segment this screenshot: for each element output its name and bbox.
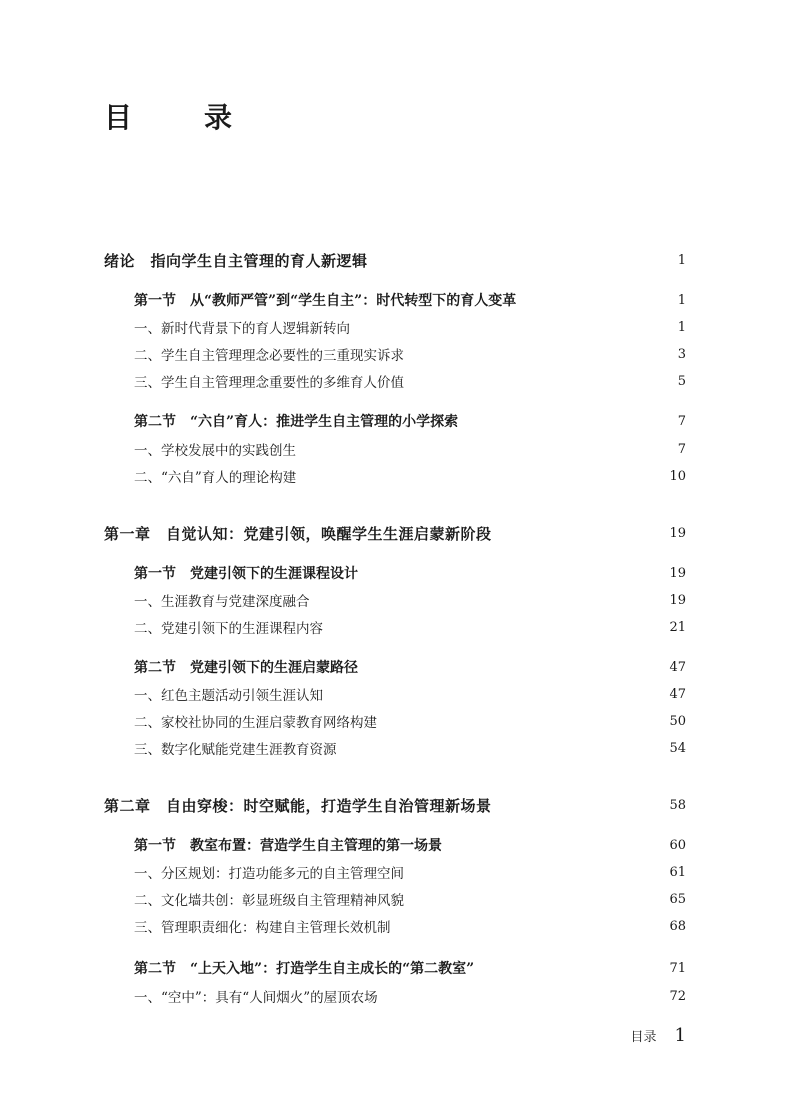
toc-entry-text: 一、红色主题活动引领生涯认知 [134, 688, 323, 704]
toc-page-number: 47 [669, 686, 686, 702]
toc-entry-text: 一、新时代背景下的育人逻辑新转向 [134, 321, 350, 337]
toc-item[interactable] [104, 315, 686, 339]
toc-page-number: 19 [669, 565, 686, 581]
toc-item[interactable] [104, 914, 686, 938]
toc-item[interactable] [104, 437, 686, 461]
toc-item[interactable] [104, 736, 686, 760]
toc-item[interactable] [104, 615, 686, 639]
toc-section[interactable] [104, 655, 686, 679]
toc-item[interactable] [104, 709, 686, 733]
toc-entry-text: 三、学生自主管理理念重要性的多维育人价值 [134, 375, 404, 391]
toc-entry-text: 第一节 从“教师严管”到“学生自主”：时代转型下的育人变革 [134, 293, 517, 309]
toc-entry-text: 一、“空中”：具有“人间烟火”的屋顶农场 [134, 990, 378, 1006]
toc-entry-text: 一、生涯教育与党建深度融合 [134, 594, 310, 610]
toc-page-number: 54 [669, 740, 686, 756]
toc-page-number: 10 [669, 468, 686, 484]
toc-page-number: 71 [669, 960, 686, 976]
toc-page-number: 21 [669, 619, 686, 635]
toc-page-number: 19 [669, 525, 686, 541]
toc-entry-text: 二、学生自主管理理念必要性的三重现实诉求 [134, 348, 404, 364]
toc-page-number: 1 [677, 292, 686, 308]
toc-entry-text: 第二节 “上天入地”：打造学生自主成长的“第二教室” [134, 961, 475, 977]
toc-item[interactable] [104, 682, 686, 706]
toc-entry-text: 三、数字化赋能党建生涯教育资源 [134, 742, 337, 758]
toc-section[interactable] [104, 409, 686, 433]
toc-page-number: 50 [669, 713, 686, 729]
toc-page-number: 7 [677, 413, 686, 429]
page-footer [600, 1022, 686, 1048]
toc-entry-text: 二、家校社协同的生涯启蒙教育网络构建 [134, 715, 377, 731]
toc-entry-text: 二、“六自”育人的理论构建 [134, 470, 297, 486]
toc-item[interactable] [104, 984, 686, 1008]
toc-entry-text: 绪论 指向学生自主管理的育人新逻辑 [104, 251, 368, 270]
toc-entry-text: 第二章 自由穿梭：时空赋能，打造学生自治管理新场景 [104, 796, 492, 815]
toc-chapter[interactable] [104, 248, 686, 272]
footer-label: 目录 [630, 1029, 657, 1045]
toc-entry-text: 一、分区规划：打造功能多元的自主管理空间 [134, 866, 404, 882]
toc-page-number: 72 [669, 988, 686, 1004]
toc-page-number: 61 [669, 864, 686, 880]
toc-page-number: 65 [669, 891, 686, 907]
toc-entry-text: 二、党建引领下的生涯课程内容 [134, 621, 323, 637]
toc-page-number: 47 [669, 659, 686, 675]
toc-item[interactable] [104, 588, 686, 612]
toc-item[interactable] [104, 887, 686, 911]
toc-page-number: 5 [677, 373, 686, 389]
toc-chapter[interactable] [104, 793, 686, 817]
toc-entry-text: 第二节 “六自”育人：推进学生自主管理的小学探索 [134, 414, 459, 430]
toc-section[interactable] [104, 288, 686, 312]
toc-entry-text: 第一章 自觉认知：党建引领，唤醒学生生涯启蒙新阶段 [104, 524, 492, 543]
toc-entry-text: 第二节 党建引领下的生涯启蒙路径 [134, 660, 358, 676]
toc-entry-text: 第一节 教室布置：营造学生自主管理的第一场景 [134, 838, 442, 854]
toc-chapter[interactable] [104, 521, 686, 545]
toc-page-number: 19 [669, 592, 686, 608]
toc-item[interactable] [104, 860, 686, 884]
toc-page-number: 1 [677, 252, 686, 268]
toc-page-number: 60 [669, 837, 686, 853]
footer-page-number: 1 [674, 1024, 686, 1046]
toc-page-number: 68 [669, 918, 686, 934]
toc-item[interactable] [104, 369, 686, 393]
toc-section[interactable] [104, 956, 686, 980]
toc-entry-text: 一、学校发展中的实践创生 [134, 443, 296, 459]
toc-item[interactable] [104, 342, 686, 366]
toc-item[interactable] [104, 464, 686, 488]
toc-page-number: 7 [677, 441, 686, 457]
toc-page-number: 58 [669, 797, 686, 813]
toc-section[interactable] [104, 833, 686, 857]
toc-entry-text: 第一节 党建引领下的生涯课程设计 [134, 566, 358, 582]
toc-page-number: 1 [677, 319, 686, 335]
page-title: 目 录 [104, 101, 255, 134]
toc-page-number: 3 [677, 346, 686, 362]
toc-section[interactable] [104, 561, 686, 585]
toc-entry-text: 三、管理职责细化：构建自主管理长效机制 [134, 920, 391, 936]
toc-entry-text: 二、文化墙共创：彰显班级自主管理精神风貌 [134, 893, 404, 909]
